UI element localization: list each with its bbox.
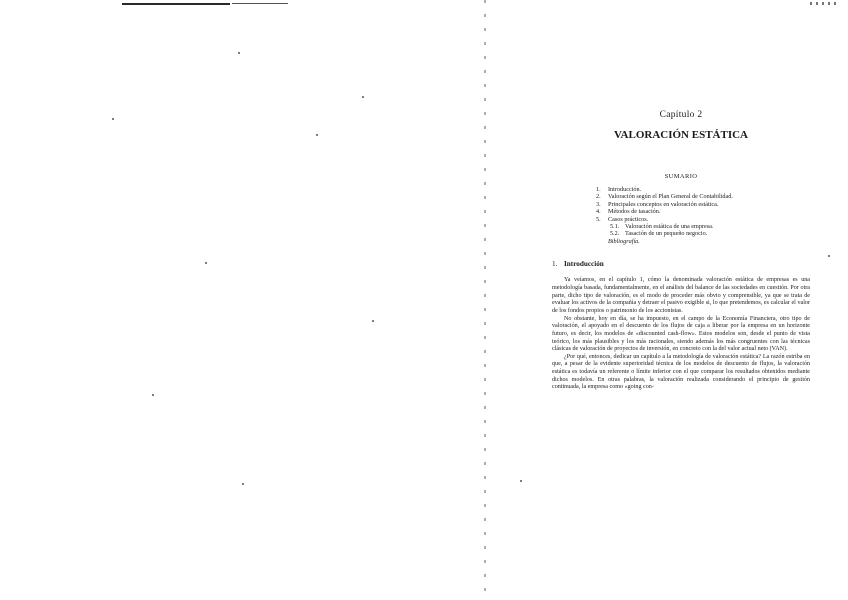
chapter-label: Capítulo 2: [659, 110, 703, 120]
summary-subitem: 5.2. Tasación de un pequeño negocio.: [610, 230, 708, 238]
chapter-title: VALORACIÓN ESTÁTICA: [614, 129, 748, 141]
summary-item: 2. Valoración según el Plan General de Contabilidad.: [596, 193, 733, 201]
section-heading: [552, 260, 810, 268]
scan-edge-rule: [122, 3, 230, 5]
scan-speck: [362, 96, 364, 98]
scan-speck: [316, 134, 318, 136]
summary-bibliography: Bibliografía.: [608, 237, 640, 245]
paragraph: ¿Por qué, entonces, dedicar un capítulo a la metodología de valoración estática? La razón estriba en que, a pesar de la evidente superioridad técnica de los modelos de descuento de flujos, la valoración estática es todavía un referente o límite inferior con el que comparar los resultados obtenidos mediante dichos modelos. En otras palabras, la valoración realizada considerando el principio de gestión continuada, la empresa como «going con-: [552, 353, 810, 391]
scan-speck: [112, 118, 114, 120]
summary-item: 3. Principales conceptos en valoración estática.: [596, 200, 719, 208]
summary-item: 5. Casos prácticos.: [596, 215, 649, 223]
summary-heading: SUMARIO: [664, 173, 698, 180]
scan-speck: [372, 320, 374, 322]
page-gutter-line: [484, 0, 486, 600]
scan-speck: [828, 255, 830, 257]
summary-item: 1. Introducción.: [596, 186, 642, 193]
scan-speck: [205, 262, 207, 264]
scan-speck: [242, 483, 244, 485]
paragraph: Ya veíamos, en el capítulo 1, cómo la denominada valoración estática de empresas es una metodología basada, fundamentalmente, en el análisis del balance de las sociedades en cuestión. Por otra parte, dicho tipo de valoración, es el modo de proceder más obvio y comprensible, ya que se trata de evaluar los activos de la compañía y detraer el pasivo exigible si, lo que pretendemos, es calcular el valor de los fondos propios o patrimonio de los accionistas.: [552, 277, 810, 314]
scan-speck: [520, 480, 522, 482]
summary-list: [596, 186, 810, 245]
scan-corner-marks: [810, 2, 836, 5]
section-number: 1.: [552, 260, 558, 269]
scan-speck: [238, 52, 240, 54]
body-text: [552, 277, 810, 392]
section-title: Introducción: [564, 260, 604, 269]
scan-edge-rule-short: [232, 3, 288, 4]
paragraph: No obstante, hoy en día, se ha impuesto, en el campo de la Economía Financiera, otro tipo de valoración, el apoyado en el descuento de los flujos de caja a liberar por la empresa en un horizonte futuro, es decir, los modelos de «discounted cash-flow». Estos modelos son, desde el punto de vista teórico, los más plausibles y los más racionales, siendo además los más congruentes con las técnicas clásicas de valoración de proyectos de inversión, en concreto con la del valor actual neto (VAN).: [552, 315, 810, 353]
summary-subitem: 5.1. Valoración estática de una empresa.: [610, 223, 714, 231]
summary-item: 4. Métodos de tasación.: [596, 208, 661, 216]
scan-speck: [152, 394, 154, 396]
book-page: [552, 110, 810, 392]
